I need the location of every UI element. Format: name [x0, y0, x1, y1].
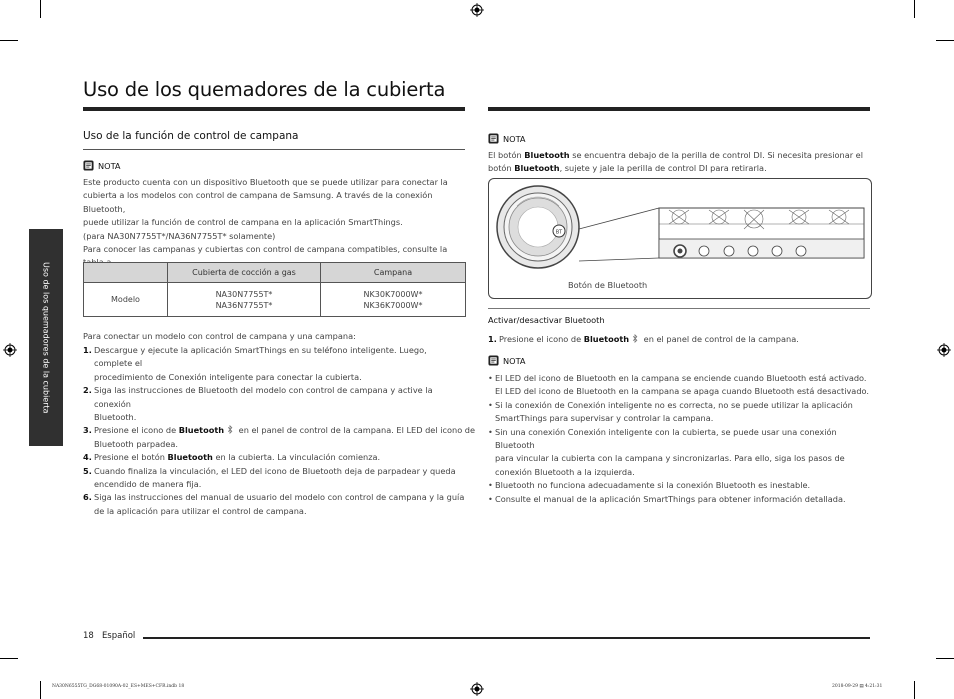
crop-mark [0, 658, 18, 659]
note-label: NOTA [98, 160, 121, 171]
note-text: El botón Bluetooth se encuentra debajo de la perilla de control DI. Si necesita presionar el botón Bluetooth, sujete y jale la perilla de control DI para retirarla. [488, 150, 863, 174]
side-tab [29, 229, 63, 446]
note-line: Para conocer las campanas y cubiertas con control de campana compatibles, consulte la [83, 244, 448, 255]
page-number: 18 [83, 631, 94, 641]
section-rule [83, 149, 465, 150]
registration-mark-icon [3, 343, 17, 357]
registration-mark-icon [937, 343, 951, 357]
registration-mark-icon [470, 682, 484, 696]
list-item: • Consulte el manual de la aplicación SmartThings para obtener información detallada. [488, 493, 846, 504]
compatibility-table [83, 262, 466, 317]
list-item: • El LED del icono de Bluetooth en la campana se enciende cuando Bluetooth está activado. El LED del icono de Bluetooth en la campana se apaga cuando Bluetooth está desactivado. [488, 373, 869, 397]
model-number: NK30K7000W* [363, 289, 423, 299]
note-heading [83, 160, 121, 171]
note-icon [488, 133, 499, 144]
note-heading [488, 355, 526, 366]
table-header-cooktop: Cubierta de cocción a gas [168, 263, 321, 283]
list-item: 2. Siga las instrucciones de Bluetooth del modelo con control de campana y active la conexión Bluetooth. [83, 385, 433, 423]
table-cell-hood [321, 283, 466, 317]
table-header-empty [84, 263, 168, 283]
table-cell-cooktop [168, 283, 321, 317]
subheading: Activar/desactivar Bluetooth [488, 315, 605, 325]
note-line: puede utilizar la función de control de campana en la aplicación SmartThings. [83, 217, 403, 228]
steps-list [83, 344, 476, 518]
title-rule [488, 107, 870, 111]
note-heading [488, 133, 526, 144]
registration-mark-icon [470, 3, 484, 17]
list-item: 4. Presione el botón Bluetooth en la cubierta. La vinculación comienza. [83, 452, 381, 463]
table-row-label: Modelo [84, 283, 168, 317]
crop-mark [936, 658, 954, 659]
note-label: NOTA [503, 355, 526, 366]
note-line: (para NA30N7755T*/NA36N7755T* solamente) [83, 230, 276, 241]
figure-knob-label: BT [555, 229, 563, 236]
steps-intro: Para conectar un modelo con control de campana y una campana: [83, 331, 356, 341]
note-icon [83, 160, 94, 171]
side-tab-label: Uso de los quemadores de la cubierta [41, 261, 51, 414]
crop-mark [914, 0, 915, 18]
note-line: Este producto cuenta con un dispositivo Bluetooth que se puede utilizar para conectar la [83, 177, 448, 187]
figure-caption: Botón de Bluetooth [568, 280, 648, 290]
crop-mark [914, 681, 915, 699]
crop-mark [936, 40, 954, 41]
model-number: NA36N7755T* [215, 300, 273, 310]
model-number: NA30N7755T* [215, 289, 273, 299]
section-title: Uso de la función de control de campana [83, 130, 299, 142]
list-item: • Sin una conexión Conexión inteligente con la cubierta, se puede usar una conexión Bluetooth para vincular la cubierta con la campana y sincronizarlas. Para ello, siga los pasos de conexión Bluetooth a la izquierda. [488, 426, 845, 477]
note-line: cubierta a los modelos con control de campana de Samsung. A través de la conexión Bluetooth, [83, 190, 433, 214]
steps-list [488, 333, 872, 346]
bluetooth-icon [632, 334, 638, 343]
table-header-hood: Campana [321, 263, 466, 283]
crop-mark [40, 0, 41, 18]
note-icon [488, 355, 499, 366]
note-bullets [488, 372, 872, 506]
cooktop-illustration [489, 179, 871, 298]
footer-rule [143, 637, 870, 639]
list-item: • Bluetooth no funciona adecuadamente si la conexión Bluetooth es inestable. [488, 480, 811, 491]
print-info-left: NA30N6555TG_DG68-01090A-02_ES+MES+CFR.indb 18 [52, 684, 185, 689]
note-label: NOTA [503, 133, 526, 144]
cooktop-figure [488, 178, 872, 299]
page-footer [83, 631, 135, 641]
model-number: NK36K7000W* [363, 300, 423, 310]
bluetooth-icon [227, 425, 233, 434]
page-title: Uso de los quemadores de la cubierta [83, 78, 446, 101]
crop-mark [40, 681, 41, 699]
list-item: 1. Descargue y ejecute la aplicación SmartThings en su teléfono inteligente. Luego, complete el procedimiento de Conexión inteligente para conectar la cubierta. [83, 345, 427, 382]
print-info-right: 2018-09-29 ▤ 4:21:31 [832, 684, 883, 689]
list-item: 5. Cuando finaliza la vinculación, el LED del icono de Bluetooth deja de parpadear y queda encendido de manera fija. [83, 465, 456, 490]
list-item: 1. Presione el icono de Bluetooth en el panel de control de la campana. [488, 334, 799, 344]
figure-divider [488, 308, 870, 309]
list-item: 6. Siga las instrucciones del manual de usuario del modelo con control de campana y la guía de la aplicación para utilizar el control de campana. [83, 492, 465, 516]
title-rule [83, 107, 465, 111]
list-item: • Si la conexión de Conexión inteligente no es correcta, no se puede utilizar la aplicación SmartThings para supervisar y controlar la campana. [488, 399, 853, 424]
list-item: 3. Presione el icono de Bluetooth en el panel de control de la campana. El LED del icono de Bluetooth parpadea. [83, 425, 476, 449]
footer-language: Español [101, 631, 136, 641]
crop-mark [0, 40, 18, 41]
